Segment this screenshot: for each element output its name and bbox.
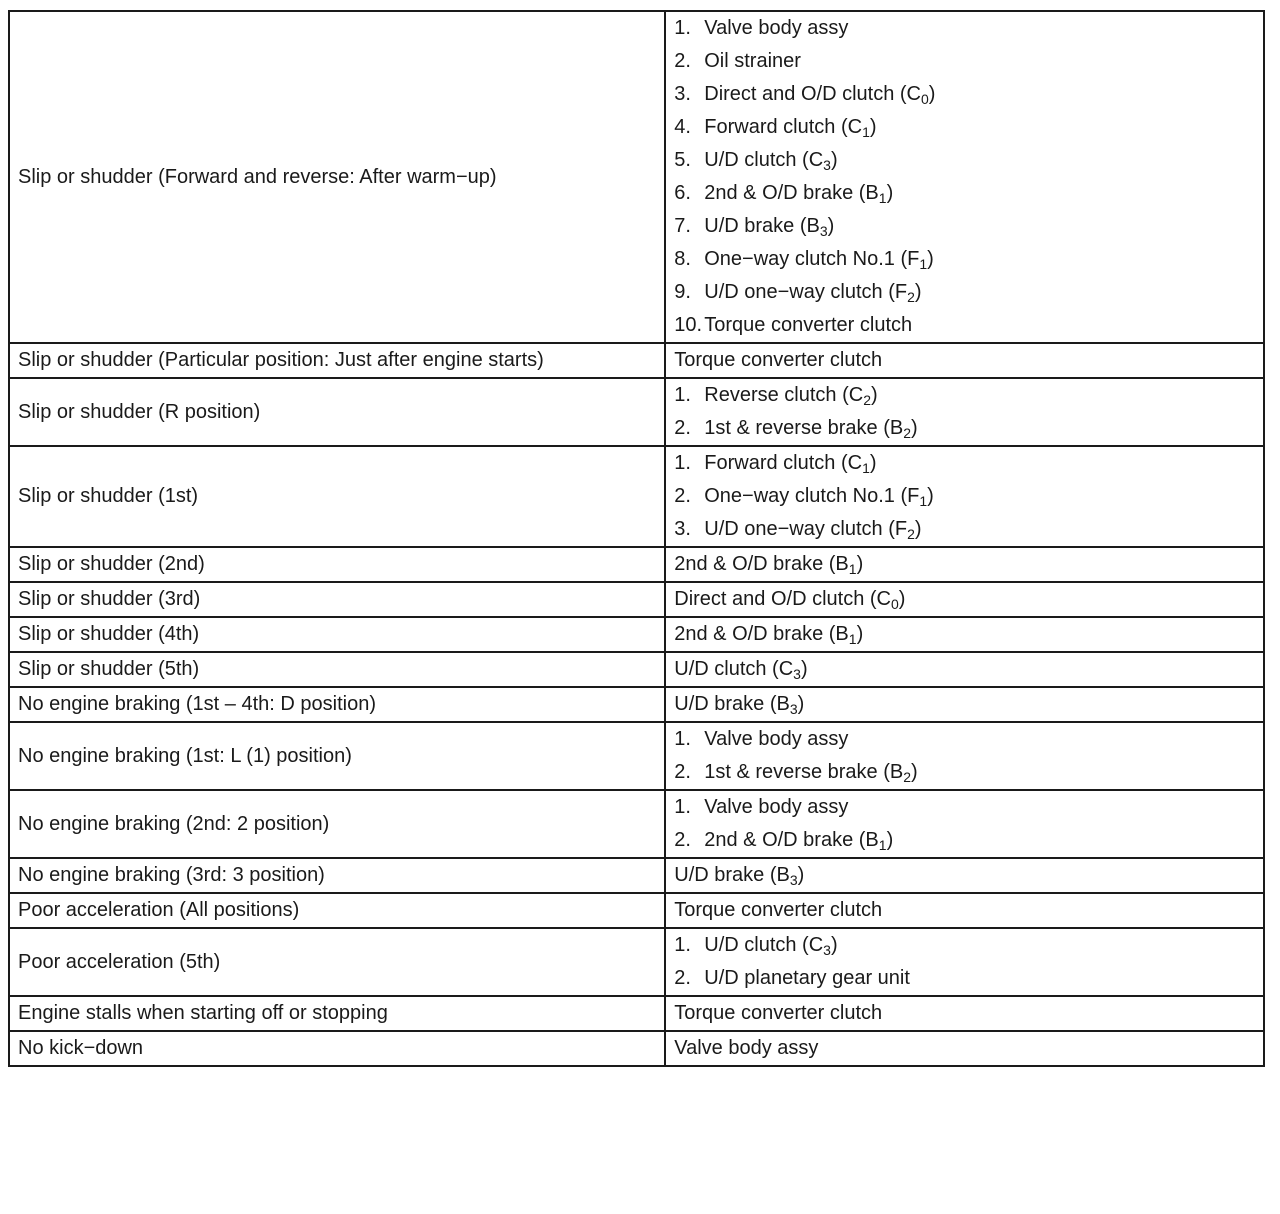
- suspected-area-item: [674, 723, 1255, 756]
- suspected-area-item: [674, 824, 1255, 857]
- item-subscript: 3: [823, 157, 831, 173]
- symptom-cell: No engine braking (1st – 4th: D position): [9, 687, 665, 722]
- item-text-end: ): [914, 518, 922, 540]
- item-text-end: ): [800, 658, 808, 680]
- item-text-end: ): [870, 384, 878, 406]
- item-subscript: 1: [848, 631, 857, 647]
- item-text: Valve body assy: [704, 728, 849, 750]
- item-text-end: ): [869, 452, 877, 474]
- suspected-area-item: [674, 756, 1255, 789]
- diagnosis-table-body: [9, 11, 1264, 1066]
- item-number: 1.: [674, 384, 691, 406]
- suspected-area-item: [674, 111, 1255, 144]
- item-text: Forward clutch (C: [704, 116, 863, 138]
- item-subscript: 2: [903, 425, 912, 441]
- table-row: [9, 11, 1264, 343]
- item-subscript: 3: [823, 942, 831, 958]
- symptom-cell: Poor acceleration (All positions): [9, 893, 665, 928]
- item-text: Torque converter clutch: [674, 349, 883, 371]
- diagnosis-table: [8, 10, 1265, 1067]
- suspected-area-cell: [665, 722, 1264, 790]
- suspected-area-cell: [665, 790, 1264, 858]
- suspected-area-cell: [665, 928, 1264, 996]
- item-number: 5.: [674, 149, 691, 171]
- item-subscript: 3: [819, 223, 828, 239]
- suspected-area-item: [674, 894, 1255, 927]
- item-text: U/D clutch (C: [674, 658, 794, 680]
- item-text-end: ): [911, 417, 918, 439]
- item-number: 2.: [674, 967, 691, 989]
- item-number: 1.: [674, 452, 691, 474]
- suspected-area-item: [674, 929, 1255, 962]
- table-row: [9, 1031, 1264, 1066]
- suspected-area-item: [674, 177, 1255, 210]
- table-row: [9, 378, 1264, 446]
- symptom-cell: Slip or shudder (Particular position: Just after engine starts): [9, 343, 665, 378]
- item-subscript: 0: [920, 91, 929, 107]
- suspected-area-cell: [665, 11, 1264, 343]
- table-row: [9, 652, 1264, 687]
- item-text-end: ): [869, 116, 877, 138]
- table-row: [9, 790, 1264, 858]
- table-row: [9, 446, 1264, 547]
- symptom-cell: Slip or shudder (4th): [9, 617, 665, 652]
- item-text: U/D brake (B: [674, 864, 790, 886]
- item-text: 2nd & O/D brake (B: [704, 182, 879, 204]
- item-number: 1.: [674, 728, 691, 750]
- symptom-cell: Slip or shudder (R position): [9, 378, 665, 446]
- item-number: 1.: [674, 934, 691, 956]
- table-row: [9, 687, 1264, 722]
- suspected-area-cell: [665, 1031, 1264, 1066]
- suspected-area-item: [674, 45, 1255, 78]
- suspected-area-item: [674, 276, 1255, 309]
- suspected-area-item: [674, 859, 1255, 892]
- item-text: Torque converter clutch: [674, 1002, 883, 1024]
- table-row: [9, 617, 1264, 652]
- suspected-area-item: [674, 480, 1255, 513]
- item-subscript: 2: [903, 769, 912, 785]
- suspected-area-cell: [665, 547, 1264, 582]
- suspected-area-item: [674, 447, 1255, 480]
- item-text-end: ): [797, 693, 805, 715]
- suspected-area-item: [674, 1032, 1255, 1065]
- suspected-area-item: [674, 791, 1255, 824]
- item-text: Valve body assy: [704, 796, 849, 818]
- item-text: U/D clutch (C: [704, 149, 824, 171]
- item-text-end: ): [927, 248, 934, 270]
- item-number: 3.: [674, 518, 691, 540]
- suspected-area-item: [674, 997, 1255, 1030]
- item-subscript: 0: [890, 596, 899, 612]
- item-text: Valve body assy: [704, 17, 849, 39]
- item-number: 2.: [674, 485, 691, 507]
- item-text: Reverse clutch (C: [704, 384, 864, 406]
- symptom-cell: No engine braking (1st: L (1) position): [9, 722, 665, 790]
- item-text: One−way clutch No.1 (F: [704, 485, 920, 507]
- suspected-area-item: [674, 653, 1255, 686]
- item-subscript: 3: [789, 701, 798, 717]
- item-number: 9.: [674, 281, 691, 303]
- suspected-area-cell: [665, 617, 1264, 652]
- suspected-area-cell: [665, 343, 1264, 378]
- symptom-cell: No engine braking (3rd: 3 position): [9, 858, 665, 893]
- item-text: Torque converter clutch: [674, 899, 883, 921]
- item-text: Valve body assy: [674, 1037, 819, 1059]
- suspected-area-item: [674, 243, 1255, 276]
- item-text: 2nd & O/D brake (B: [674, 553, 849, 575]
- suspected-area-cell: [665, 893, 1264, 928]
- suspected-area-item: [674, 210, 1255, 243]
- item-number: 8.: [674, 248, 691, 270]
- suspected-area-item: [674, 78, 1255, 111]
- item-number: 3.: [674, 83, 691, 105]
- item-subscript: 1: [919, 256, 928, 272]
- symptom-cell: Poor acceleration (5th): [9, 928, 665, 996]
- item-number: 10.: [674, 314, 703, 336]
- suspected-area-cell: [665, 996, 1264, 1031]
- item-text-end: ): [914, 281, 922, 303]
- item-number: 6.: [674, 182, 691, 204]
- suspected-area-cell: [665, 446, 1264, 547]
- item-text: U/D one−way clutch (F: [704, 518, 908, 540]
- symptom-cell: Engine stalls when starting off or stopping: [9, 996, 665, 1031]
- item-subscript: 1: [862, 460, 870, 476]
- item-number: 2.: [674, 829, 691, 851]
- symptom-cell: Slip or shudder (1st): [9, 446, 665, 547]
- suspected-area-item: [674, 548, 1255, 581]
- suspected-area-item: [674, 379, 1255, 412]
- suspected-area-item: [674, 618, 1255, 651]
- item-text-end: ): [797, 864, 805, 886]
- item-text: U/D one−way clutch (F: [704, 281, 908, 303]
- item-subscript: 1: [878, 837, 887, 853]
- suspected-area-item: [674, 309, 1255, 342]
- suspected-area-item: [674, 962, 1255, 995]
- table-row: [9, 893, 1264, 928]
- item-text: Oil strainer: [704, 50, 801, 72]
- table-row: [9, 722, 1264, 790]
- suspected-area-item: [674, 12, 1255, 45]
- item-text-end: ): [886, 182, 894, 204]
- item-text: Direct and O/D clutch (C: [704, 83, 921, 105]
- table-row: [9, 547, 1264, 582]
- item-text: 2nd & O/D brake (B: [704, 829, 879, 851]
- symptom-cell: No engine braking (2nd: 2 position): [9, 790, 665, 858]
- item-text-end: ): [928, 83, 936, 105]
- item-text: U/D planetary gear unit: [704, 967, 910, 989]
- item-text-end: ): [886, 829, 894, 851]
- item-number: 1.: [674, 796, 691, 818]
- item-subscript: 2: [907, 526, 915, 542]
- suspected-area-cell: [665, 652, 1264, 687]
- item-subscript: 2: [863, 392, 871, 408]
- item-subscript: 3: [789, 872, 798, 888]
- suspected-area-item: [674, 583, 1255, 616]
- item-number: 1.: [674, 17, 691, 39]
- table-row: [9, 582, 1264, 617]
- item-subscript: 2: [907, 289, 915, 305]
- suspected-area-item: [674, 144, 1255, 177]
- item-text: Forward clutch (C: [704, 452, 863, 474]
- item-text: 1st & reverse brake (B: [704, 417, 904, 439]
- item-text: U/D clutch (C: [704, 934, 824, 956]
- symptom-cell: No kick−down: [9, 1031, 665, 1066]
- suspected-area-item: [674, 513, 1255, 546]
- suspected-area-cell: [665, 378, 1264, 446]
- item-text-end: ): [827, 215, 835, 237]
- table-row: [9, 343, 1264, 378]
- suspected-area-item: [674, 412, 1255, 445]
- item-text: 2nd & O/D brake (B: [674, 623, 849, 645]
- symptom-cell: Slip or shudder (3rd): [9, 582, 665, 617]
- item-text-end: ): [856, 553, 864, 575]
- item-number: 2.: [674, 417, 691, 439]
- item-text: Torque converter clutch: [704, 314, 913, 336]
- item-text-end: ): [898, 588, 906, 610]
- item-subscript: 1: [919, 493, 928, 509]
- item-number: 4.: [674, 116, 691, 138]
- item-number: 2.: [674, 50, 691, 72]
- item-text: 1st & reverse brake (B: [704, 761, 904, 783]
- suspected-area-cell: [665, 582, 1264, 617]
- symptom-cell: Slip or shudder (2nd): [9, 547, 665, 582]
- item-number: 7.: [674, 215, 691, 237]
- suspected-area-item: [674, 344, 1255, 377]
- table-row: [9, 996, 1264, 1031]
- item-subscript: 1: [848, 561, 857, 577]
- suspected-area-cell: [665, 687, 1264, 722]
- item-subscript: 1: [878, 190, 887, 206]
- suspected-area-item: [674, 688, 1255, 721]
- item-text: U/D brake (B: [704, 215, 820, 237]
- symptom-cell: Slip or shudder (5th): [9, 652, 665, 687]
- item-text-end: ): [927, 485, 934, 507]
- item-number: 2.: [674, 761, 691, 783]
- symptom-cell: Slip or shudder (Forward and reverse: After warm−up): [9, 11, 665, 343]
- table-row: [9, 858, 1264, 893]
- item-text: Direct and O/D clutch (C: [674, 588, 891, 610]
- item-text: One−way clutch No.1 (F: [704, 248, 920, 270]
- item-text: U/D brake (B: [674, 693, 790, 715]
- item-subscript: 3: [793, 666, 801, 682]
- table-row: [9, 928, 1264, 996]
- item-text-end: ): [856, 623, 864, 645]
- item-text-end: ): [830, 149, 838, 171]
- item-text-end: ): [830, 934, 838, 956]
- item-text-end: ): [911, 761, 918, 783]
- suspected-area-cell: [665, 858, 1264, 893]
- item-subscript: 1: [862, 124, 870, 140]
